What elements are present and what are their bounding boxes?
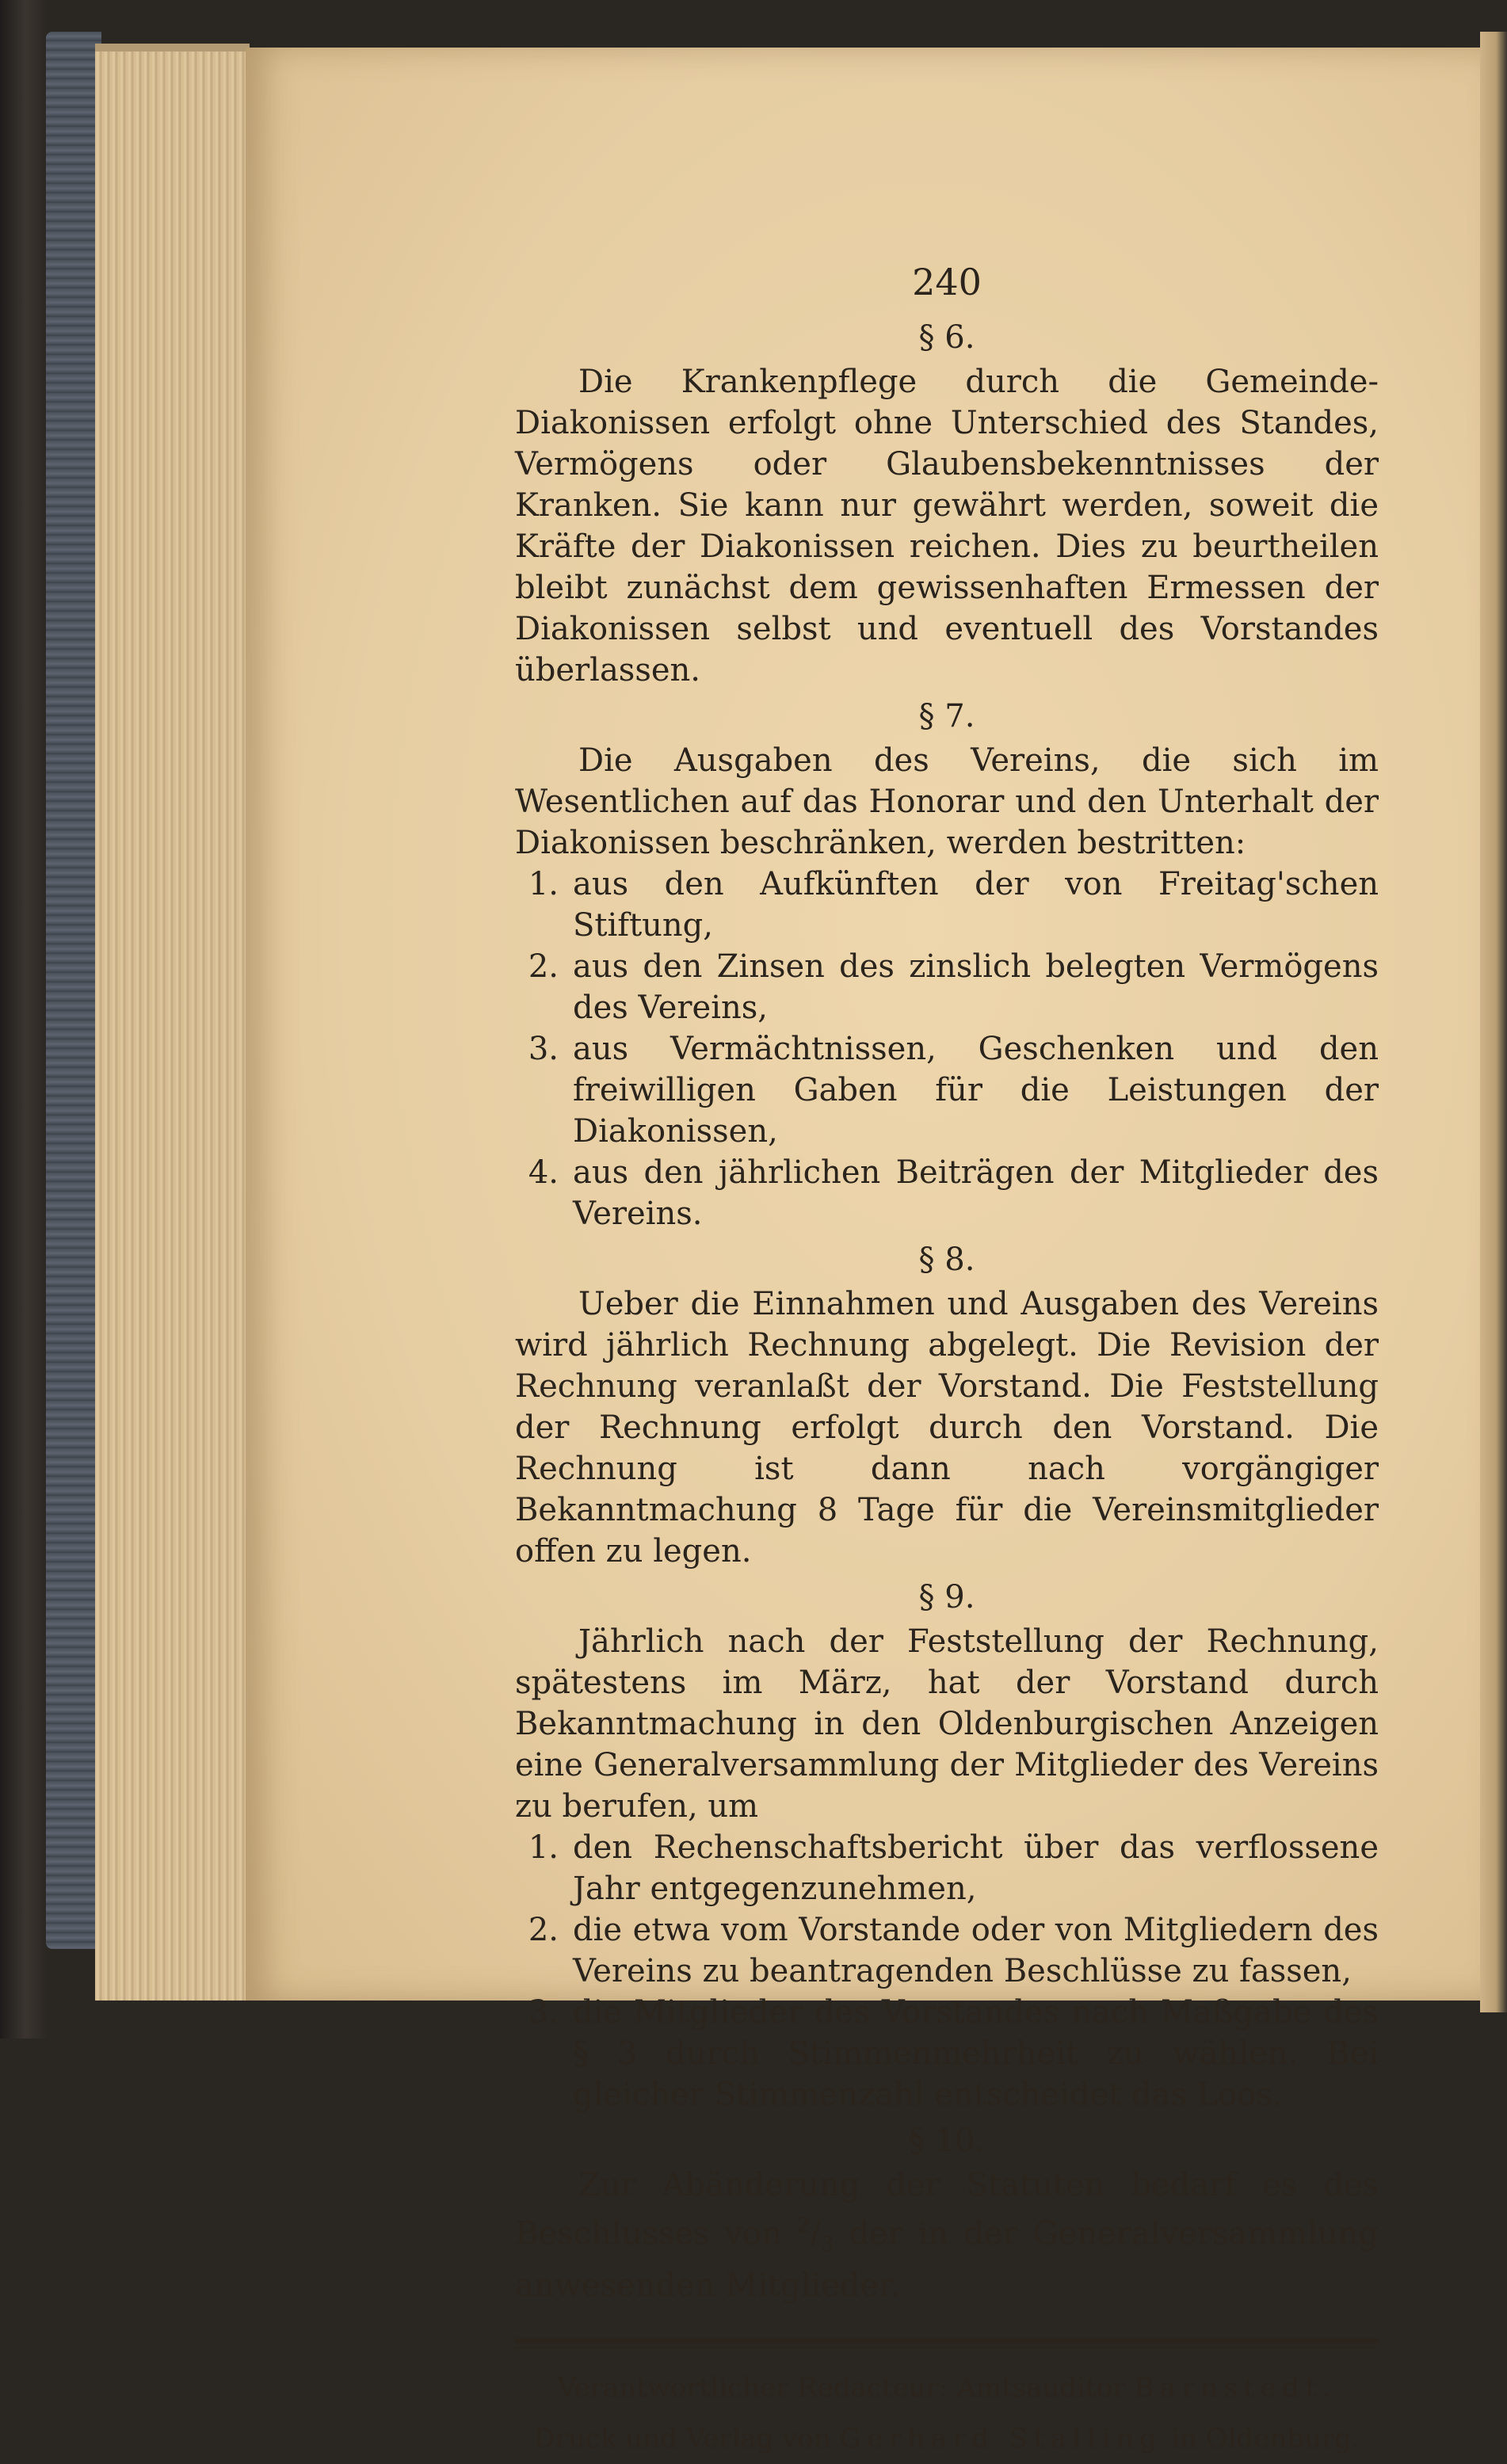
section-heading-10: § 10.: [908, 2123, 986, 2159]
footer-editor-prefix: Verantwortlicher Redacteur: Amtsauditor: [557, 2372, 1126, 2405]
list-item-text: aus Vermächtnissen, Geschenken und den freiwilligen Gaben für die Leistungen der Diakonissen,: [573, 1031, 1379, 1150]
section-10-text-before: Zur Abänderung der Statuten bedarf es des Beschlusses von: [515, 2167, 1379, 2252]
list-item-text: die Mitglieder des Vorstandes nach Maßgabe des § 3 durch Stimmenmehrheit zu wählen. Bei gleicher Stimmenzahl entscheidet das Loos.: [573, 1994, 1379, 2113]
section-heading-6: § 6.: [918, 319, 975, 356]
footer-print-prefix: Druck und Verlag von: [533, 2423, 831, 2455]
list-item-number: 2.: [528, 1912, 559, 1948]
page-number: 240: [912, 261, 982, 303]
fraction-numerator: 2: [796, 2214, 811, 2238]
list-item-number: 1.: [528, 866, 559, 902]
fraction-denominator: 3: [820, 2233, 834, 2257]
next-page-edge: [1480, 32, 1507, 2012]
footer-editor-name: Barnstedt.: [1134, 2372, 1337, 2405]
footer: [515, 2363, 1379, 2464]
section-9-list: [515, 1827, 1379, 2115]
list-item: [515, 1992, 1379, 2115]
list-item-number: 3.: [528, 1031, 559, 1067]
list-item: [515, 864, 1379, 946]
footer-rule-thick: [515, 2338, 1379, 2344]
section-7-list: [515, 864, 1379, 1234]
section-6-paragraph: Die Krankenpflege durch die Gemeinde-Diakonissen erfolgt ohne Unterschied des Standes, Vermögens oder Glaubensbekenntnisses der Kranken. Sie kann nur gewährt werden, soweit die Kräfte der Diakonissen reichen. Dies zu beurtheilen bleibt zunächst dem gewissenhaften Ermessen der Diakonissen selbst und eventuell des Vorstandes überlassen.: [515, 364, 1379, 688]
list-item-text: aus den Aufkünften der von Freitag'schen Stiftung,: [573, 866, 1379, 944]
section-heading-9: § 9.: [918, 1579, 975, 1615]
list-item-text: aus den Zinsen des zinslich belegten Vermögens des Vereins,: [573, 948, 1379, 1026]
list-item-text: die etwa vom Vorstande oder von Mitgliedern des Vereins zu beantragenden Beschlüsse zu fassen,: [573, 1912, 1379, 1989]
fraction-two-thirds: $^2/_3$: [796, 2214, 834, 2257]
section-7-paragraph: Die Ausgaben des Vereins, die sich im Wesentlichen auf das Honorar und den Unterhalt der Diakonissen beschränken, werden bestritten:: [515, 742, 1379, 861]
footer-rule: [515, 2338, 1379, 2348]
section-10-text-after: der in der Generalversammlung anwesenden Mitglieder.: [515, 2215, 1379, 2305]
book-cover-left: [0, 0, 48, 2039]
footer-print-suffix: in Oldenburg.: [1171, 2423, 1360, 2455]
list-item-number: 1.: [528, 1829, 559, 1866]
list-item-text: den Rechenschaftsbericht über das verflossene Jahr entgegenzunehmen,: [573, 1829, 1379, 1907]
list-item-number: 4.: [528, 1154, 559, 1191]
list-item-number: 2.: [528, 948, 559, 985]
footer-print-line: [515, 2413, 1379, 2464]
list-item: [515, 1827, 1379, 1909]
page-edges: [95, 44, 250, 2001]
list-item: [515, 1028, 1379, 1152]
footer-rule-thin: [515, 2347, 1379, 2348]
book-spine: [46, 32, 101, 1949]
list-item: [515, 1152, 1379, 1234]
list-item-text: aus den jährlichen Beiträgen der Mitglieder des Vereins.: [573, 1154, 1379, 1232]
list-item: [515, 946, 1379, 1028]
page-text: [515, 261, 1379, 2464]
list-item: [515, 1909, 1379, 1992]
section-heading-7: § 7.: [918, 698, 975, 734]
section-9-paragraph: Jährlich nach der Feststellung der Rechnung, spätestens im März, hat der Vorstand durch Bekanntmachung in den Oldenburgischen Anzeigen eine Generalversammlung der Mitglieder des Vereins zu berufen, um: [515, 1623, 1379, 1825]
footer-print-name: Gerhard Stalling: [839, 2423, 1163, 2455]
list-item-number: 3.: [528, 1994, 559, 2031]
section-10-paragraph: [515, 2165, 1379, 2306]
footer-editor-line: [515, 2363, 1379, 2413]
section-8-paragraph: Ueber die Einnahmen und Ausgaben des Vereins wird jährlich Rechnung abgelegt. Die Revision der Rechnung veranlaßt der Vorstand. Die Feststellung der Rechnung erfolgt durch den Vorstand. Die Rechnung ist dann nach vorgängiger Bekanntmachung 8 Tage für die Vereinsmitglieder offen zu legen.: [515, 1286, 1379, 1570]
section-heading-8: § 8.: [918, 1242, 975, 1278]
